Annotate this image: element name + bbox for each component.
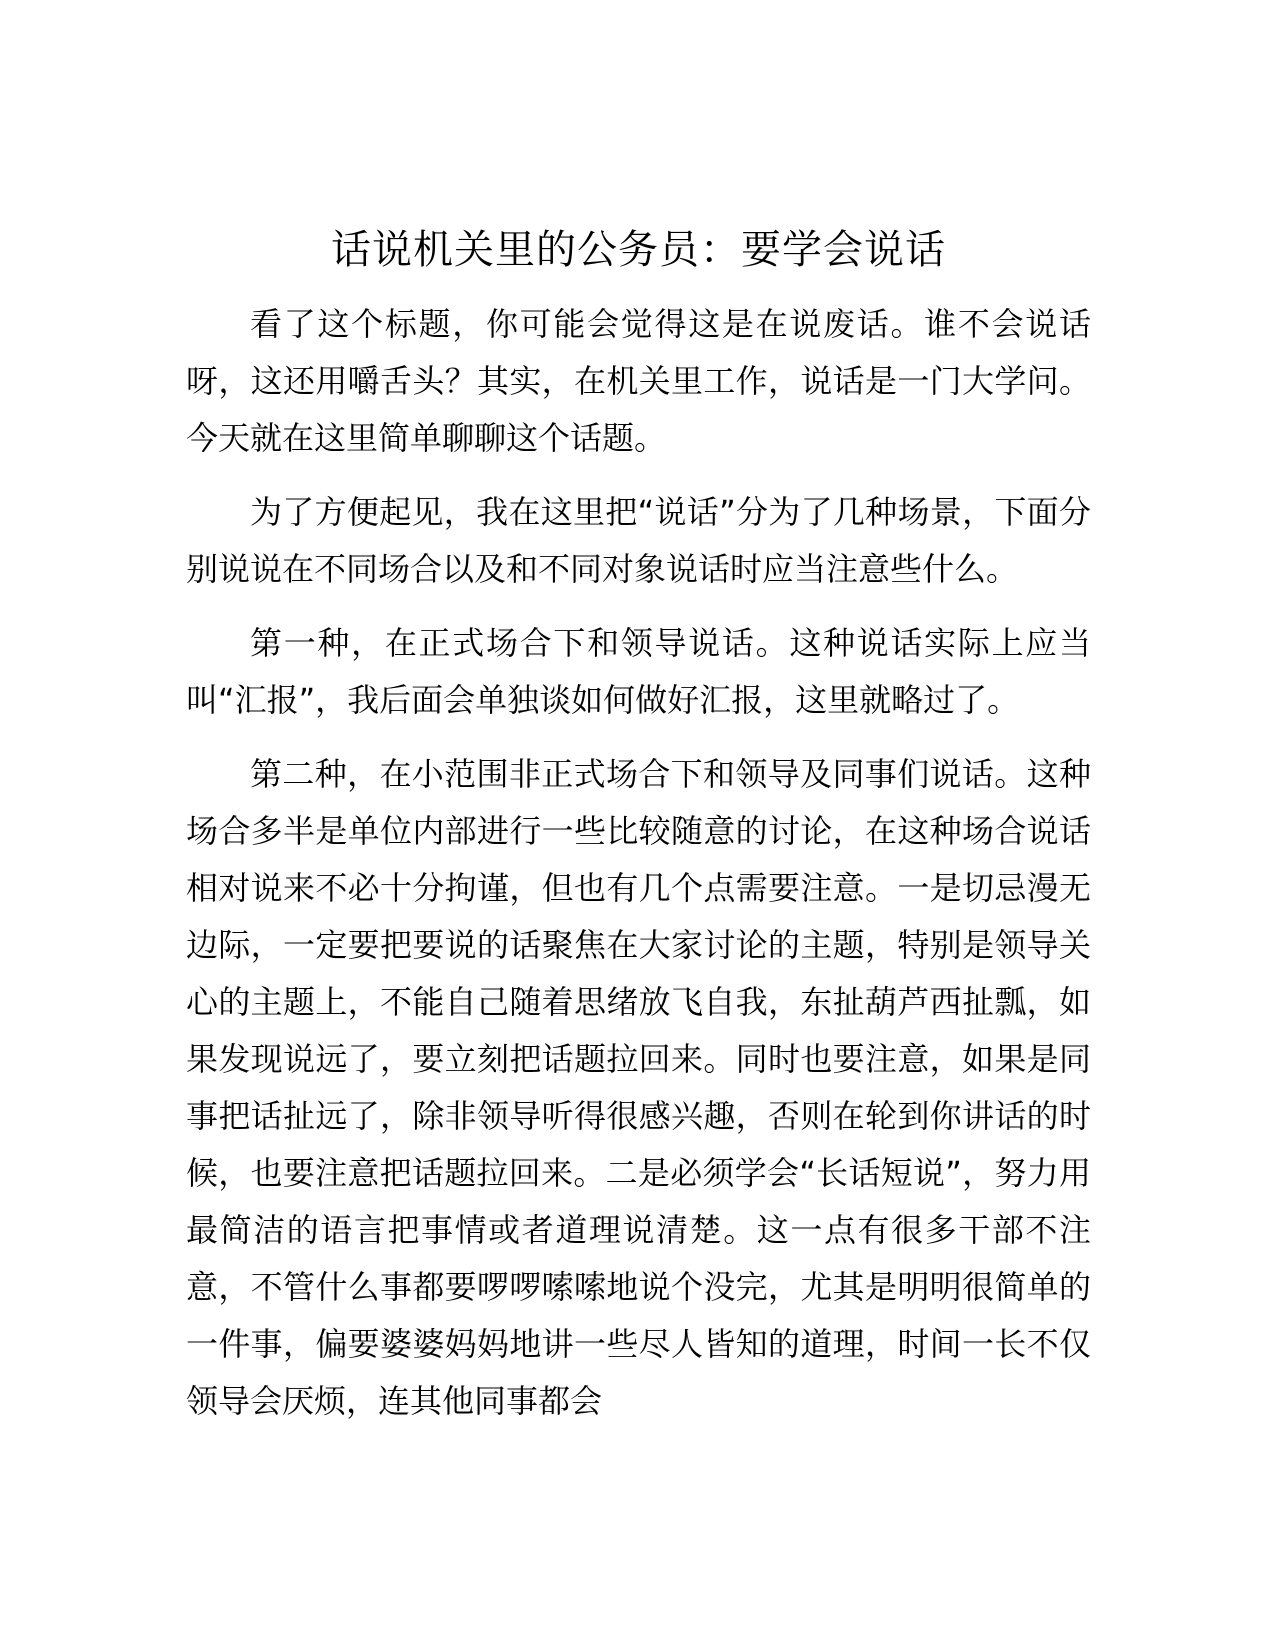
paragraph-intro: 看了这个标题，你可能会觉得这是在说废话。谁不会说话呀，这还用嚼舌头？其实，在机关里工作，说话是一门大学问。今天就在这里简单聊聊这个话题。 xyxy=(186,305,1091,457)
document-page xyxy=(186,222,1091,1447)
paragraph-second-type: 第二种，在小范围非正式场合下和领导及同事们说话。这种场合多半是单位内部进行一些比较随意的讨论，在这种场合说话相对说来不必十分拘谨，但也有几个点需要注意。一是切忌漫无边际，一定要把要说的话聚焦在大家讨论的主题，特别是领导关心的主题上，不能自己随着思绪放飞自我，东扯葫芦西扯瓢，如果发现说远了，要立刻把话题拉回来。同时也要注意，如果是同事把话扯远了，除非领导听得很感兴趣，否则在轮到你讲话的时候，也要注意把话题拉回来。二是必须学会“长话短说”，努力用最简洁的语言把事情或者道理说清楚。这一点有很多干部不注意，不管什么事都要啰啰嗦嗦地说个没完，尤其是明明很简单的一件事，偏要婆婆妈妈地讲一些尽人皆知的道理，时间一长不仅领导会厌烦，连其他同事都会 xyxy=(186,755,1091,1420)
paragraph-first-type: 第一种，在正式场合下和领导说话。这种说话实际上应当叫“汇报”，我后面会单独谈如何做好汇报，这里就略过了。 xyxy=(186,624,1091,719)
document-title: 话说机关里的公务员：要学会说话 xyxy=(331,227,946,273)
paragraph-scenarios: 为了方便起见，我在这里把“说话”分为了几种场景，下面分别说说在不同场合以及和不同对象说话时应当注意些什么。 xyxy=(186,493,1091,588)
